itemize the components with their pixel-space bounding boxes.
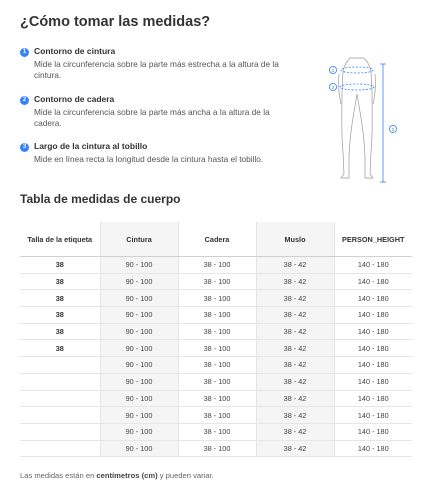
table-cell: 38: [20, 340, 100, 357]
table-cell: 38 - 42: [256, 440, 334, 457]
header-label-size: Talla de la etiqueta: [20, 222, 100, 257]
table-row: [20, 290, 412, 307]
table-cell: 38 - 42: [256, 357, 334, 374]
table-cell: 38 - 42: [256, 307, 334, 324]
table-row: [20, 273, 412, 290]
header-waist: Cintura: [100, 222, 178, 257]
step-number-badge: 1: [20, 48, 29, 57]
table-cell: 90 - 100: [100, 423, 178, 440]
table-body: [20, 257, 412, 457]
size-table: [20, 222, 412, 457]
step-title: Contorno de cadera: [34, 94, 115, 104]
table-cell: 38 - 42: [256, 273, 334, 290]
table-cell: 38 - 100: [178, 307, 256, 324]
table-cell: 38 - 42: [256, 407, 334, 424]
units-note-bold: centímetros (cm): [96, 471, 158, 480]
step-number-badge: 3: [20, 143, 29, 152]
table-row: [20, 340, 412, 357]
svg-text:3: 3: [391, 127, 395, 132]
table-cell: 90 - 100: [100, 273, 178, 290]
table-cell: 140 - 180: [334, 340, 412, 357]
table-cell: 38: [20, 307, 100, 324]
table-cell: 38 - 100: [178, 340, 256, 357]
table-cell: 38 - 42: [256, 373, 334, 390]
table-cell: 38 - 100: [178, 407, 256, 424]
svg-text:2: 2: [331, 85, 335, 90]
table-cell: 38 - 100: [178, 357, 256, 374]
table-cell: 38 - 100: [178, 273, 256, 290]
step-number-badge: 2: [20, 96, 29, 105]
table-cell: 140 - 180: [334, 307, 412, 324]
step-description: Mide la circunferencia sobre la parte más estrecha a la altura de la cintura.: [34, 59, 279, 80]
table-cell: [20, 390, 100, 407]
units-note: Las medidas están en centímetros (cm) y pueden variar.: [20, 471, 214, 480]
table-cell: 38 - 100: [178, 323, 256, 340]
table-cell: [20, 373, 100, 390]
table-cell: 90 - 100: [100, 407, 178, 424]
table-cell: [20, 407, 100, 424]
marker-1: [329, 66, 336, 73]
table-cell: 90 - 100: [100, 307, 178, 324]
table-row: [20, 423, 412, 440]
table-cell: 38 - 42: [256, 257, 334, 274]
table-row: [20, 357, 412, 374]
pants-figure-illustration: [322, 52, 402, 187]
table-cell: 90 - 100: [100, 290, 178, 307]
step-description: Mide la circunferencia sobre la parte más ancha a la altura de la cadera.: [34, 107, 270, 128]
table-row: [20, 407, 412, 424]
table-row: [20, 373, 412, 390]
svg-text:1: 1: [331, 68, 335, 73]
table-cell: 38 - 42: [256, 340, 334, 357]
table-cell: 38 - 42: [256, 423, 334, 440]
table-cell: 140 - 180: [334, 423, 412, 440]
table-row: [20, 257, 412, 274]
step-description: Mide en línea recta la longitud desde la cintura hasta el tobillo.: [34, 154, 264, 164]
table-cell: 90 - 100: [100, 323, 178, 340]
marker-2: [329, 83, 336, 90]
table-cell: 140 - 180: [334, 440, 412, 457]
table-cell: 140 - 180: [334, 257, 412, 274]
table-cell: [20, 357, 100, 374]
table-cell: 140 - 180: [334, 273, 412, 290]
table-header-row: [20, 222, 412, 257]
step-title: Largo de la cintura al tobillo: [34, 141, 148, 151]
table-cell: 90 - 100: [100, 373, 178, 390]
table-cell: 38 - 42: [256, 390, 334, 407]
table-cell: 38 - 100: [178, 423, 256, 440]
table-row: [20, 390, 412, 407]
table-cell: 140 - 180: [334, 357, 412, 374]
table-cell: 38 - 100: [178, 390, 256, 407]
marker-3: [389, 125, 396, 132]
table-cell: 38: [20, 273, 100, 290]
table-cell: 38 - 42: [256, 323, 334, 340]
table-cell: 90 - 100: [100, 390, 178, 407]
table-cell: 38 - 100: [178, 290, 256, 307]
header-height: PERSON_HEIGHT: [334, 222, 412, 257]
table-cell: 38 - 42: [256, 290, 334, 307]
table-cell: 38 - 100: [178, 373, 256, 390]
table-cell: 140 - 180: [334, 373, 412, 390]
table-row: [20, 440, 412, 457]
table-title: Tabla de medidas de cuerpo: [20, 192, 181, 206]
table-cell: [20, 423, 100, 440]
table-cell: 38 - 100: [178, 440, 256, 457]
table-row: [20, 323, 412, 340]
table-cell: [20, 440, 100, 457]
table-cell: 140 - 180: [334, 290, 412, 307]
step-title: Contorno de cintura: [34, 46, 116, 56]
header-hip: Cadera: [178, 222, 256, 257]
page-title: ¿Cómo tomar las medidas?: [20, 14, 211, 30]
table-cell: 140 - 180: [334, 407, 412, 424]
table-cell: 90 - 100: [100, 357, 178, 374]
table-cell: 140 - 180: [334, 390, 412, 407]
table-cell: 38: [20, 323, 100, 340]
table-cell: 140 - 180: [334, 323, 412, 340]
table-cell: 90 - 100: [100, 440, 178, 457]
table-cell: 38: [20, 257, 100, 274]
header-thigh: Muslo: [256, 222, 334, 257]
table-cell: 90 - 100: [100, 340, 178, 357]
table-cell: 38: [20, 290, 100, 307]
table-row: [20, 307, 412, 324]
table-cell: 90 - 100: [100, 257, 178, 274]
table-cell: 38 - 100: [178, 257, 256, 274]
